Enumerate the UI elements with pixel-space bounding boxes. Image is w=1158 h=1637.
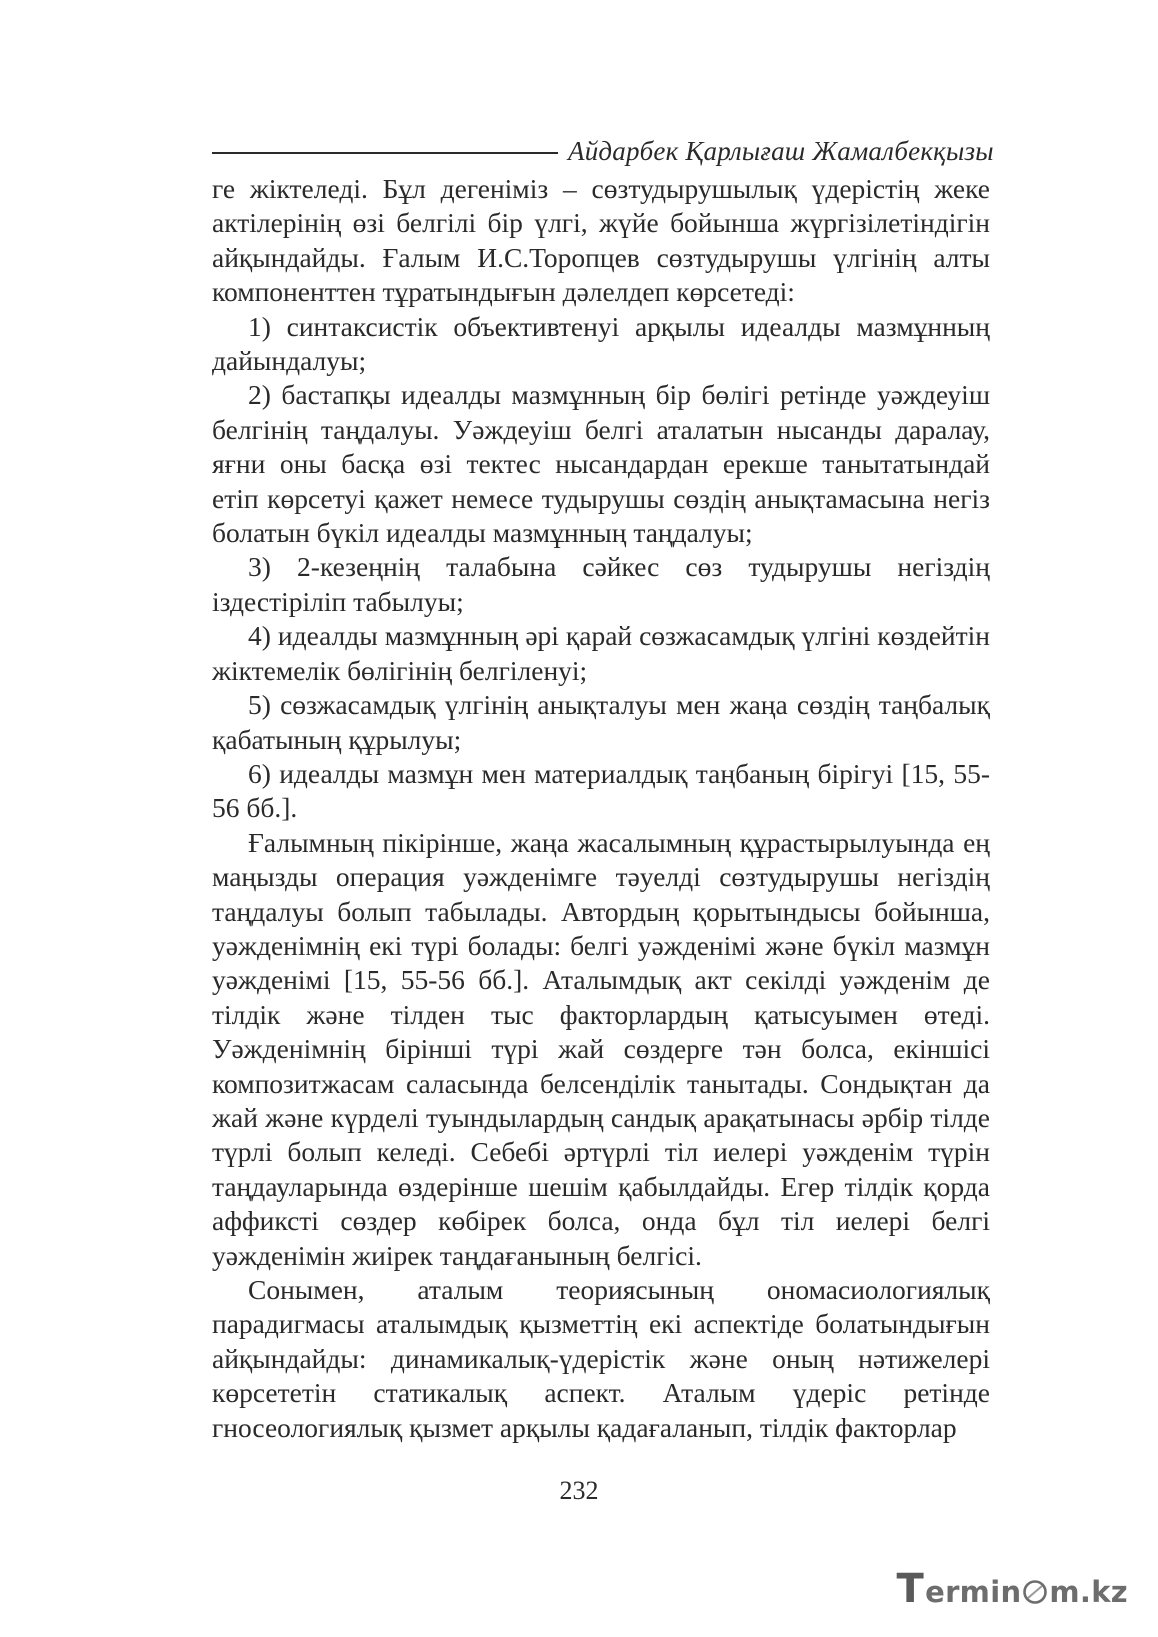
paragraph: Ғалымның пікірінше, жаңа жасалымның құрастырылуында ең маңызды операция уәжденімге тәуелді сөзтудырушы негіздің таңдалуы болып табылады. Автордың қорытындысы бойынша, уәжденімнің екі түрі болады: белгі уәжденімі және бүкіл мазмұн уәжденімі [15, 55-56 бб.]. Аталымдық акт секілді уәжденім де тілдік және тілден тыс факторлардың қатысуымен өтеді. Уәжденімнің бірінші түрі жай сөздерге тән болса, екіншісі композитжасам саласында белсенділік танытады. Сондықтан да жай және күрделі туындылардың сандық арақатынасы әрбір тілде түрлі болып келеді. Себебі әртүрлі тіл иелері уәжденім түрін таңдауларында өздерінше шешім қабылдайды. Егер тілдік қорда аффиксті сөздер көбірек болса, онда бұл тіл иелері белгі уәжденімін жиірек таңдағанының белгісі.: [212, 826, 990, 1271]
globe-icon: [1022, 1579, 1048, 1605]
list-item: 2) бастапқы идеалды мазмұнның бір бөлігі ретінде уәждеуіш белгінің таңдалуы. Уәждеуіш белгі аталатын нысанды даралау, яғни оны басқа өзі тектес нысандардан ерекше танытатындай етіп көрсетуі қажет немесе тудырушы сөздің анықтамасына негіз болатын бүкіл идеалды мазмұнның таңдалуы;: [212, 379, 990, 549]
list-item: 3) 2-кезеңнің талабына сәйкес сөз тудырушы негіздің іздестіріліп табылуы;: [212, 551, 990, 617]
header-author: Айдарбек Қарлығаш Жамалбекқызы: [568, 135, 994, 166]
body-text: [212, 172, 990, 1445]
watermark-text-end: m.kz: [1049, 1575, 1128, 1609]
site-watermark: [896, 1566, 1128, 1612]
paragraph: Сонымен, аталым теориясының ономасиологиялық парадигмасы аталымдық қызметтің екі аспектіде болатындығын айқындайды: динамикалық-үдерістік және оның нәтижелері көрсететін статикалық аспект. Аталым үдеріс ретінде гносеологиялық қызмет арқылы қадағаланып, тілдік факторлар: [212, 1274, 990, 1443]
list-item: 5) сөзжасамдық үлгінің анықталуы мен жаңа сөздің таңбалық қабатының құрылуы;: [212, 689, 990, 755]
t-logo-icon: T: [896, 1566, 925, 1612]
page-number: 232: [559, 1476, 599, 1505]
paragraph: ге жіктеледі. Бұл дегеніміз – сөзтудырушылық үдерістің жеке актілерінің өзі белгілі бір үлгі, жүйе бойынша жүргізілетіндігін айқындайды. Ғалым И.С.Торопцев сөзтудырушы үлгінің алты компоненттен тұратындығын дәлелдеп көрсетеді:: [212, 173, 990, 308]
list-item: 6) идеалды мазмұн мен материалдық таңбаның бірігуі [15, 55-56 бб.].: [212, 757, 990, 824]
watermark-text-start: ermin: [925, 1575, 1022, 1609]
running-header: [212, 134, 994, 168]
list-item: 4) идеалды мазмұнның әрі қарай сөзжасамдық үлгіні көздейтін жіктемелік бөлігінің белгіленуі;: [212, 620, 990, 686]
header-rule: [212, 152, 558, 154]
list-item: 1) синтаксистік объективтенуі арқылы идеалды мазмұнның дайындалуы;: [212, 310, 990, 377]
